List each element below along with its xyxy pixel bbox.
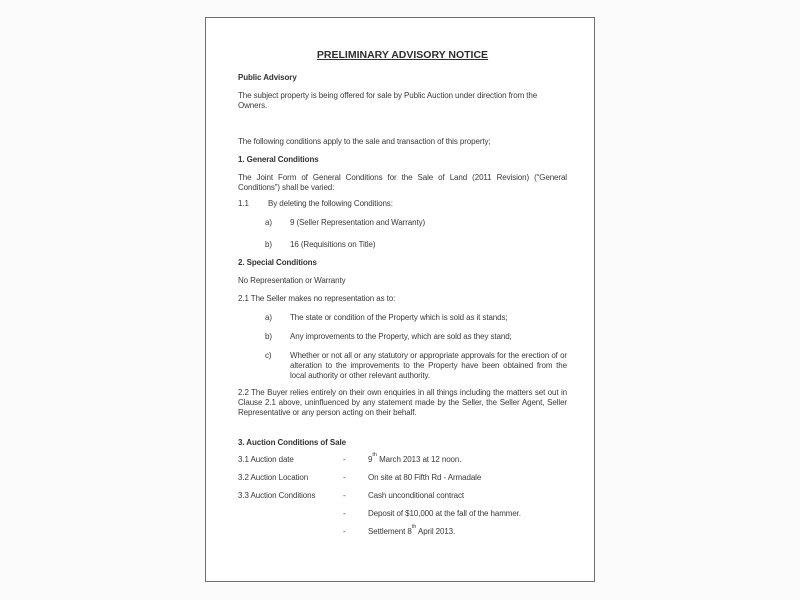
auction-row-location <box>238 473 567 483</box>
general-item-a-marker: a) <box>265 218 272 227</box>
auction-date-value-post: March 2013 at 12 noon. <box>376 455 462 464</box>
general-item-a-text: 9 (Seller Representation and Warranty) <box>290 218 426 227</box>
clause-2-2: 2.2 The Buyer relies entirely on their own enquiries in all things including the matters set out in Clause 2.1 above, uninfluenced by any statement made by the Seller, the Seller Agent, Seller Representative or any person acting on their behalf. <box>238 388 567 417</box>
auction-row-settlement <box>238 523 567 537</box>
general-item-b-text: 16 (Requisitions on Title) <box>290 240 376 249</box>
auction-row-date <box>238 451 567 465</box>
section-special-heading: 2. Special Conditions <box>238 258 317 267</box>
auction-settlement-value-post: April 2013. <box>416 527 456 536</box>
auction-location-value <box>368 473 567 483</box>
auction-conditions-value-text: Cash unconditional contract <box>368 491 465 500</box>
general-item-a <box>265 218 567 228</box>
special-item-c <box>265 351 567 381</box>
clause-2-1: 2.1 The Seller makes no representation as to: <box>238 294 396 303</box>
conditions-intro: The following conditions apply to the sale and transaction of this property; <box>238 137 491 146</box>
auction-location-value-text: On site at 80 Fifth Rd - Armadale <box>368 473 482 482</box>
auction-conditions-value <box>368 491 567 501</box>
general-variation-paragraph: The Joint Form of General Conditions for the Sale of Land (2011 Revision) (“General Conditions”) shall be varied: <box>238 173 567 192</box>
clause-1-1-number: 1.1 <box>238 199 249 208</box>
dash-separator: - <box>343 527 346 536</box>
auction-date-label: 3.1 Auction date <box>238 455 294 464</box>
auction-row-conditions <box>238 491 567 501</box>
document-page <box>205 17 595 582</box>
intro-paragraph: The subject property is being offered for sale by Public Auction under direction from the Owners. <box>238 91 538 110</box>
special-item-a <box>265 313 567 323</box>
ordinal-suffix: th <box>411 523 417 530</box>
special-item-a-text: The state or condition of the Property which is sold as it stands; <box>290 313 508 322</box>
general-item-b <box>265 240 567 250</box>
auction-deposit-value <box>368 509 567 519</box>
special-item-b <box>265 332 567 342</box>
dash-separator: - <box>343 509 346 518</box>
special-item-b-marker: b) <box>265 332 272 341</box>
ordinal-suffix: th <box>372 451 377 458</box>
general-item-b-marker: b) <box>265 240 272 249</box>
clause-1-1 <box>238 199 567 209</box>
page-title: PRELIMINARY ADVISORY NOTICE <box>316 49 489 61</box>
auction-conditions-label: 3.3 Auction Conditions <box>238 491 316 500</box>
auction-row-deposit <box>238 509 567 519</box>
dash-separator: - <box>343 455 346 464</box>
auction-deposit-label <box>238 509 343 519</box>
dash-separator: - <box>343 491 346 500</box>
dash-separator: - <box>343 473 346 482</box>
auction-settlement-value <box>368 523 567 537</box>
section-general-heading: 1. General Conditions <box>238 155 319 164</box>
special-item-c-text: Whether or not all or any statutory or appropriate approvals for the erection of or alteration to the improvements to the Property have been obtained from the local authority or other relevant authority. <box>290 351 567 380</box>
clause-1-1-text: By deleting the following Conditions: <box>268 199 393 208</box>
auction-location-label: 3.2 Auction Location <box>238 473 309 482</box>
auction-date-value-pre: 9 <box>368 455 373 464</box>
advisory-heading: Public Advisory <box>238 73 297 82</box>
special-item-c-marker: c) <box>265 351 272 360</box>
special-item-b-text: Any improvements to the Property, which are sold as they stand; <box>290 332 512 341</box>
section-auction-heading: 3. Auction Conditions of Sale <box>238 438 346 447</box>
auction-deposit-value-text: Deposit of $10,000 at the fall of the hammer. <box>368 509 521 518</box>
auction-settlement-value-pre: Settlement 8 <box>368 527 412 536</box>
auction-settlement-label <box>238 527 343 537</box>
special-item-a-marker: a) <box>265 313 272 322</box>
auction-date-value <box>368 451 567 465</box>
no-representation-subheading: No Representation or Warranty <box>238 276 346 285</box>
